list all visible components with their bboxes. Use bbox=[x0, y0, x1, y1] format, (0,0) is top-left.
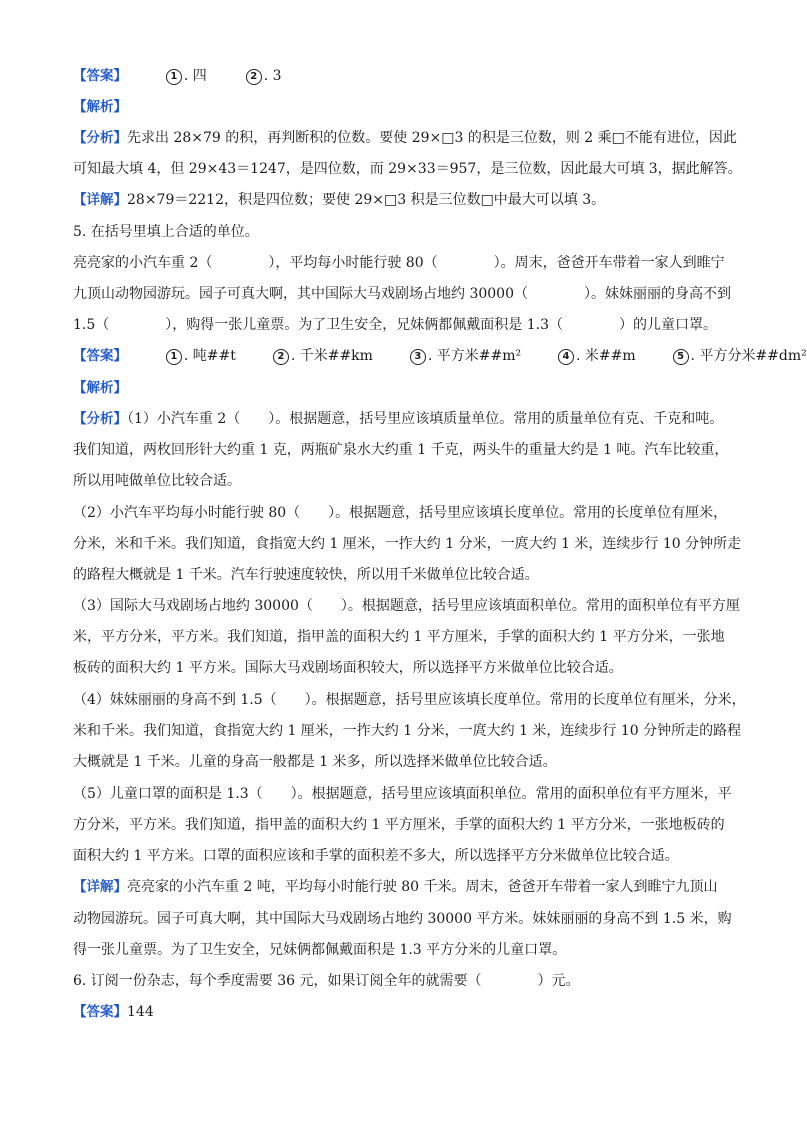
q5-fenxi-line-1: 【分析】（1）小汽车重 2（ ）。根据题意，括号里应该填质量单位。常用的质量单位有克、千克和吨。 bbox=[73, 411, 724, 427]
answer-tag: 【答案】 bbox=[73, 68, 127, 84]
q4-answer-2: 2 . 3 bbox=[246, 66, 282, 86]
q5-answer-5: 5 . 平方分米##dm² bbox=[673, 346, 807, 366]
q5-fenxi-line-3: 所以用吨做单位比较合适。 bbox=[73, 473, 241, 489]
circled-number-icon: 3 bbox=[410, 349, 426, 365]
detail-tag: 【详解】 bbox=[73, 192, 127, 208]
circled-number-icon: 4 bbox=[558, 349, 574, 365]
q4-fenxi-line-1: 【分析】先求出 28×79 的积，再判断积的位数。要使 29×□3 的积是三位数，则 2 乘□不能有进位，因此 bbox=[73, 130, 737, 146]
q5-fenxi-line-15: 面积大约 1 平方米。口罩的面积应该和手掌的面积差不多大，所以选择平方分米做单位比较合适。 bbox=[73, 848, 679, 864]
q6-answer-value: 144 bbox=[127, 1004, 154, 1020]
q5-fenxi-line-2: 我们知道，两枚回形针大约重 1 克，两瓶矿泉水大约重 1 千克，两头牛的重量大约是 1 吨。汽车比较重， bbox=[73, 442, 729, 458]
q5-stem-line-3: 1.5（ ），购得一张儿童票。为了卫生安全，兄妹俩都佩戴面积是 1.3（ ）的儿童口罩。 bbox=[73, 317, 717, 333]
q5-fenxi-line-5: 分米，米和千米。我们知道，食指宽大约 1 厘米，一拃大约 1 分米，一庹大约 1 米，连续步行 10 分钟所走 bbox=[73, 536, 742, 552]
detail-tag: 【详解】 bbox=[73, 879, 127, 895]
analysis-tag: 【解析】 bbox=[73, 99, 127, 115]
q5-answer-1: 1 . 吨##t bbox=[166, 346, 236, 366]
q5-answer-3: 3 . 平方米##m² bbox=[410, 346, 521, 366]
q4-detail-line: 【详解】28×79＝2212，积是四位数；要使 29×□3 积是三位数□中最大可以填 3。 bbox=[73, 192, 606, 208]
q5-answer-line bbox=[73, 346, 807, 366]
q5-fenxi-line-10: （4）妹妹丽丽的身高不到 1.5（ ）。根据题意，括号里应该填长度单位。常用的长度单位有厘米，分米， bbox=[73, 692, 746, 708]
fenxi-tag: 【分析】 bbox=[73, 130, 127, 146]
q5-fenxi-line-7: （3）国际大马戏剧场占地约 30000（ ）。根据题意，括号里应该填面积单位。常用的面积单位有平方厘 bbox=[73, 598, 740, 614]
q5-stem-line-1: 亮亮家的小汽车重 2（ ），平均每小时能行驶 80（ ）。周末，爸爸开车带着一家人到睢宁 bbox=[73, 255, 725, 271]
q5-fenxi-line-4: （2）小汽车平均每小时能行驶 80（ ）。根据题意，括号里应该填长度单位。常用的长度单位有厘米， bbox=[73, 505, 728, 521]
circled-number-icon: 1 bbox=[166, 349, 182, 365]
q5-fenxi-line-8: 米，平方分米，平方米。我们知道，指甲盖的面积大约 1 平方厘米，手掌的面积大约 1 平方分米，一张地 bbox=[73, 629, 725, 645]
q5-fenxi-line-11: 米和千米。我们知道，食指宽大约 1 厘米，一拃大约 1 分米，一庹大约 1 米，连续步行 10 分钟所走的路程 bbox=[73, 723, 742, 739]
q5-fenxi-line-13: （5）儿童口罩的面积是 1.3（ ）。根据题意，括号里应该填面积单位。常用的面积单位有平方厘米，平 bbox=[73, 786, 732, 802]
q6-title: 6. 订阅一份杂志，每个季度需要 36 元，如果订阅全年的就需要（ ）元。 bbox=[73, 973, 580, 989]
q5-stem-line-2: 九顶山动物园游玩。园子可真大啊，其中国际大马戏剧场占地约 30000（ ）。妹妹丽丽的身高不到 bbox=[73, 286, 731, 302]
q5-answer-4: 4 . 米##m bbox=[558, 346, 636, 366]
q4-analysis-heading bbox=[73, 97, 127, 117]
q5-fenxi-line-14: 方分米，平方米。我们知道，指甲盖的面积大约 1 平方厘米，手掌的面积大约 1 平方分米，一张地板砖的 bbox=[73, 817, 725, 833]
analysis-tag: 【解析】 bbox=[73, 380, 127, 396]
answer-tag: 【答案】 bbox=[73, 1004, 127, 1020]
q5-fenxi-line-12: 大概就是 1 千米。儿童的身高一般都是 1 米多，所以选择米做单位比较合适。 bbox=[73, 754, 557, 770]
q5-analysis-heading bbox=[73, 378, 127, 398]
q4-answer-line bbox=[73, 66, 282, 86]
circled-number-icon: 1 bbox=[166, 69, 182, 85]
answer-tag: 【答案】 bbox=[73, 348, 127, 364]
q5-answer-2: 2 . 千米##km bbox=[273, 346, 373, 366]
q5-title: 5. 在括号里填上合适的单位。 bbox=[73, 224, 259, 240]
q5-detail-line-1: 【详解】亮亮家的小汽车重 2 吨，平均每小时能行驶 80 千米。周末，爸爸开车带着一家人到睢宁九顶山 bbox=[73, 879, 718, 895]
q4-answer-1: 1 . 四 bbox=[166, 66, 207, 86]
q5-fenxi-line-9: 板砖的面积大约 1 平方米。国际大马戏剧场面积较大，所以选择平方米做单位比较合适。 bbox=[73, 660, 623, 676]
q5-detail-line-2: 动物园游玩。园子可真大啊，其中国际大马戏剧场占地约 30000 平方米。妹妹丽丽的身高不到 1.5 米，购 bbox=[73, 911, 732, 927]
q5-detail-line-3: 得一张儿童票。为了卫生安全，兄妹俩都佩戴面积是 1.3 平方分米的儿童口罩。 bbox=[73, 942, 567, 958]
circled-number-icon: 5 bbox=[673, 349, 689, 365]
q4-fenxi-line-2: 可知最大填 4，但 29×43＝1247，是四位数，而 29×33＝957，是三位数，因此最大可填 3，据此解答。 bbox=[73, 161, 742, 177]
fenxi-tag: 【分析】 bbox=[73, 411, 127, 427]
q5-fenxi-line-6: 的路程大概就是 1 千米。汽车行驶速度较快，所以用千米做单位比较合适。 bbox=[73, 567, 539, 583]
circled-number-icon: 2 bbox=[246, 69, 262, 85]
circled-number-icon: 2 bbox=[273, 349, 289, 365]
q6-answer-line bbox=[73, 1002, 154, 1022]
